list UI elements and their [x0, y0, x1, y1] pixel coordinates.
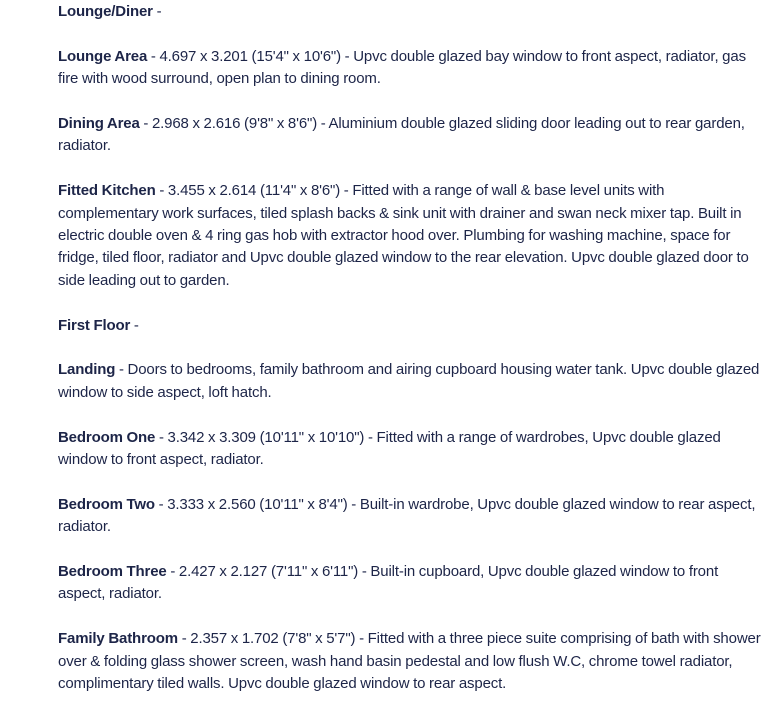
room-lounge-area	[58, 46, 766, 91]
room-description: - 2.357 x 1.702 (7'8" x 5'7") - Fitted with a three piece suite comprising of bath with shower over & folding glass shower screen, wash hand basin pedestal and low flush W.C, chrome towel radiator, complimentary tiled walls. Upvc double glazed window to rear aspect.	[58, 630, 761, 693]
room-name: Family Bathroom	[58, 630, 178, 648]
room-description: - Doors to bedrooms, family bathroom and airing cupboard housing water tank. Upvc double glazed window to side aspect, loft hatch.	[58, 361, 760, 401]
room-bedroom-two	[58, 494, 766, 539]
room-name: Dining Area	[58, 115, 140, 132]
room-landing	[58, 359, 766, 404]
section-text: -	[130, 316, 139, 334]
room-name: Bedroom Two	[58, 495, 155, 513]
section-heading: Lounge/Diner	[58, 3, 153, 20]
room-fitted-kitchen	[58, 180, 766, 292]
room-name: Fitted Kitchen	[58, 182, 156, 200]
property-description	[58, 1, 766, 718]
room-dining-area	[58, 113, 766, 158]
section-heading: First Floor	[58, 316, 131, 334]
section-text: -	[152, 3, 162, 20]
room-description: - 2.968 x 2.616 (9'8" x 8'6") - Aluminium double glazed sliding door leading out to rear garden, radiator.	[58, 115, 745, 155]
room-name: Landing	[58, 361, 116, 379]
room-description: - 3.333 x 2.560 (10'11" x 8'4") - Built-in wardrobe, Upvc double glazed window to rear aspect, radiator.	[58, 495, 756, 536]
room-name: Bedroom One	[58, 428, 156, 446]
room-description: - 4.697 x 3.201 (15'4" x 10'6") - Upvc double glazed bay window to front aspect, radiator, gas fire with wood surround, open plan to dining room.	[58, 47, 746, 88]
room-description: - 3.342 x 3.309 (10'11" x 10'10") - Fitted with a range of wardrobes, Upvc double glazed window to front aspect, radiator.	[58, 428, 721, 469]
section-first-floor	[58, 315, 766, 337]
section-lounge-diner	[58, 1, 766, 23]
room-bedroom-one	[58, 427, 766, 472]
room-description: - 2.427 x 2.127 (7'11" x 6'11") - Built-in cupboard, Upvc double glazed window to front aspect, radiator.	[58, 563, 719, 603]
room-bedroom-three	[58, 561, 766, 606]
room-description: - 3.455 x 2.614 (11'4" x 8'6") - Fitted with a range of wall & base level units with complementary work surfaces, tiled splash backs & sink unit with drainer and swan neck mixer tap. Built in electric double oven & 4 ring gas hob with extractor hood over. Plumbing for washing machine, space for fridge, tiled floor, radiator and Upvc double glazed window to the rear elevation. Upvc double glazed door to side leading out to garden.	[58, 182, 749, 289]
room-name: Bedroom Three	[58, 563, 167, 581]
room-name: Lounge Area	[58, 47, 148, 65]
room-family-bathroom	[58, 628, 766, 695]
